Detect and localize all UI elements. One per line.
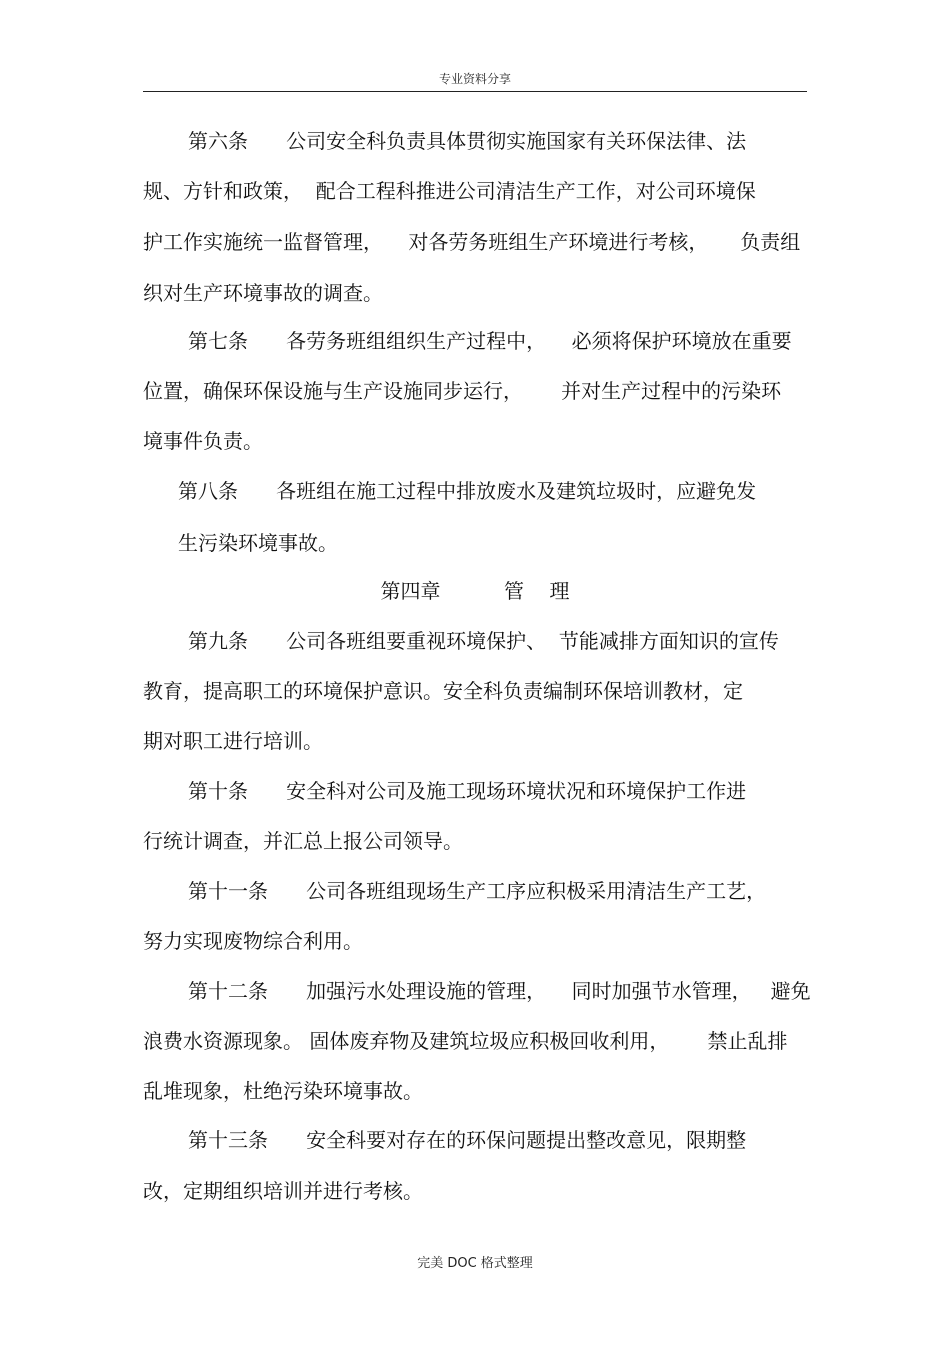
article-6-line-1: 第六条 公司安全科负责具体贯彻实施国家有关环保法律、法 (188, 129, 747, 153)
article-13-line-1: 第十三条 安全科要对存在的环保问题提出整改意见，限期整 (188, 1128, 747, 1152)
article-13-line-2: 改，定期组织培训并进行考核。 (143, 1179, 423, 1203)
header-text: 专业资料分享 (438, 72, 511, 86)
article-6-line-2: 规、方针和政策， 配合工程科推进公司清洁生产工作，对公司环境保 (143, 179, 756, 203)
footer-text: 完美 DOC 格式整理 (417, 1256, 533, 1271)
article-9-line-1: 第九条 公司各班组要重视环境保护、 节能减排方面知识的宣传 (188, 629, 779, 653)
header-divider (143, 91, 807, 92)
article-11-line-2: 努力实现废物综合利用。 (143, 929, 363, 953)
article-7-line-1: 第七条 各劳务班组组织生产过程中， 必须将保护环境放在重要 (188, 329, 792, 353)
article-10-line-1: 第十条 安全科对公司及施工现场环境状况和环境保护工作进 (188, 779, 747, 803)
article-8-line-2: 生污染环境事故。 (178, 531, 338, 555)
article-9-line-3: 期对职工进行培训。 (143, 729, 323, 753)
article-12-line-1: 第十二条 加强污水处理设施的管理， 同时加强节水管理， 避免 (188, 979, 811, 1003)
article-9-line-2: 教育，提高职工的环境保护意识。安全科负责编制环保培训教材，定 (143, 679, 743, 703)
article-12-line-2: 浪费水资源现象。 固体废弃物及建筑垃圾应积极回收利用， 禁止乱排 (143, 1029, 788, 1053)
article-10-line-2: 行统计调查，并汇总上报公司领导。 (143, 829, 463, 853)
article-12-line-3: 乱堆现象，杜绝污染环境事故。 (143, 1079, 423, 1103)
chapter-title: 第四章 管 理 (380, 579, 570, 603)
article-11-line-1: 第十一条 公司各班组现场生产工序应积极采用清洁生产工艺， (188, 879, 767, 903)
article-8-line-1: 第八条 各班组在施工过程中排放废水及建筑垃圾时，应避免发 (178, 479, 757, 503)
article-6-line-3: 护工作实施统一监督管理， 对各劳务班组生产环境进行考核， 负责组 (143, 230, 801, 254)
article-7-line-3: 境事件负责。 (143, 429, 263, 453)
article-6-line-4: 织对生产环境事故的调查。 (143, 281, 383, 305)
article-7-line-2: 位置，确保环保设施与生产设施同步运行， 并对生产过程中的污染环 (143, 379, 782, 403)
